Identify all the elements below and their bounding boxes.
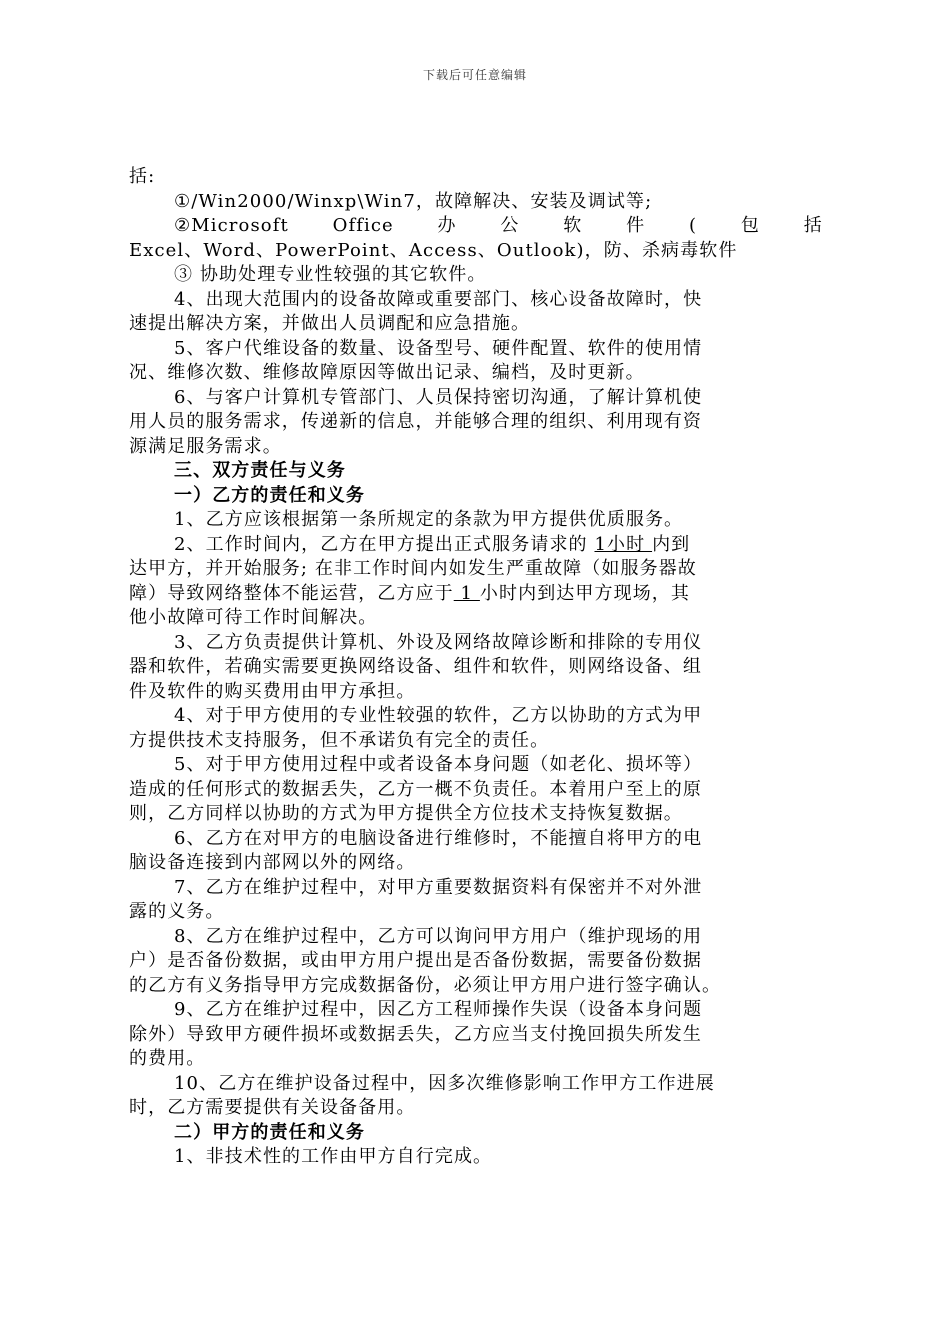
text-run: 2、工作时间内，乙方在甲方提出正式服务请求的 [174, 533, 595, 555]
paragraph-line: 造成的任何形式的数据丢失，乙方一概不负责任。本着用户至上的原 [129, 778, 702, 800]
paragraph-line: 4、对于甲方使用的专业性较强的软件，乙方以协助的方式为甲 [174, 705, 703, 726]
underlined-value: 1 [453, 582, 480, 604]
paragraph-line: 3、乙方负责提供计算机、外设及网络故障诊断和排除的专用仪 [174, 631, 703, 653]
paragraph-line: 6、与客户计算机专管部门、人员保持密切沟通，了解计算机使 [174, 386, 703, 408]
paragraph-line: 的乙方有义务指导甲方完成数据备份，必须让甲方用户进行签字确认。 [129, 974, 722, 996]
paragraph-line: 则，乙方同样以协助的方式为甲方提供全方位技术支持恢复数据。 [129, 803, 683, 824]
paragraph-line: 5、对于甲方使用过程中或者设备本身问题（如老化、损坏等） [174, 754, 703, 775]
paragraph-line: 的费用。 [129, 1048, 206, 1069]
paragraph-line: 10、乙方在维护设备过程中，因多次维修影响工作甲方工作进展 [174, 1072, 715, 1094]
paragraph-line: 7、乙方在维护过程中，对甲方重要数据资料有保密并不对外泄 [174, 876, 703, 898]
text-run: 小时内到达甲方现场，其 [479, 582, 691, 604]
paragraph-line: 6、乙方在对甲方的电脑设备进行维修时，不能擅自将甲方的电 [174, 827, 703, 849]
paragraph-line: 露的义务。 [129, 901, 225, 922]
paragraph-line: 括: [129, 166, 156, 187]
paragraph-line [129, 582, 823, 607]
word: 公 [500, 215, 520, 236]
paragraph-line: 户）是否备份数据，或由甲方用户提出是否备份数据，需要备份数据 [129, 950, 702, 971]
paragraph-line: 器和软件，若确实需要更换网络设备、组件和软件，则网络设备、组 [129, 656, 702, 677]
paragraph-line: 速提出解决方案，并做出人员调配和应急措施。 [129, 313, 531, 334]
subsection-heading: 二）甲方的责任和义务 [174, 1121, 365, 1143]
document-body [129, 165, 823, 1170]
paragraph-line: 脑设备连接到内部网以外的网络。 [129, 852, 416, 873]
page-header: 下载后可任意编辑 [422, 68, 527, 82]
word: 件 [626, 215, 646, 236]
paragraph-line: 达甲方，并开始服务; 在非工作时间内如发生严重故障（如服务器故 [129, 558, 697, 579]
text-run: 内到 [652, 533, 691, 555]
paragraph-line: 用人员的服务需求，传递新的信息，并能够合理的组织、利用现有资 [129, 411, 702, 432]
paragraph-line: 8、乙方在维护过程中，乙方可以询问甲方用户（维护现场的用 [174, 925, 703, 947]
section-heading: 三、双方责任与义务 [174, 460, 346, 481]
paragraph-line: 时，乙方需要提供有关设备备用。 [129, 1097, 416, 1118]
word: 办 [437, 215, 457, 236]
word: 括 [803, 215, 823, 236]
word: 包 [740, 215, 761, 236]
paragraph-line: ③ 协助处理专业性较强的其它软件。 [174, 264, 487, 285]
paragraph-line: 9、乙方在维护过程中，因乙方工程师操作失误（设备本身问题 [174, 999, 703, 1020]
paragraph-line: 源满足服务需求。 [129, 435, 282, 457]
word: Office [332, 215, 394, 236]
word: 软 [563, 215, 583, 236]
paragraph-line: ①/Win2000/Winxp\Win7，故障解决、安装及调试等; [174, 190, 653, 212]
word: ( [689, 215, 698, 236]
paragraph-line: 4、出现大范围内的设备故障或重要部门、核心设备故障时，快 [174, 288, 703, 310]
underlined-value: 1小时 [594, 533, 653, 555]
subsection-heading: 一）乙方的责任和义务 [174, 484, 365, 506]
paragraph-line: 况、维修次数、维修故障原因等做出记录、编档，及时更新。 [129, 362, 645, 383]
paragraph-line: Excel、Word、PowerPoint、Access、Outlook)，防、杀病毒软件 [129, 239, 738, 261]
word: ②Microsoft [174, 215, 289, 236]
paragraph-line: 他小故障可待工作时间解决。 [129, 607, 378, 628]
paragraph-line: 除外）导致甲方硬件损坏或数据丢失，乙方应当支付挽回损失所发生 [129, 1023, 702, 1045]
paragraph-line: 1、乙方应该根据第一条所规定的条款为甲方提供优质服务。 [174, 509, 684, 530]
paragraph-line: 5、客户代维设备的数量、设备型号、硬件配置、软件的使用情 [174, 337, 703, 359]
paragraph-line-justified [129, 214, 823, 239]
paragraph-line: 方提供技术支持服务，但不承诺负有完全的责任。 [129, 729, 550, 751]
paragraph-line: 件及软件的购买费用由甲方承担。 [129, 680, 416, 702]
paragraph-line: 1、非技术性的工作由甲方自行完成。 [174, 1146, 493, 1167]
text-run: 障）导致网络整体不能运营，乙方应于 [129, 582, 454, 604]
paragraph-line [129, 533, 823, 558]
